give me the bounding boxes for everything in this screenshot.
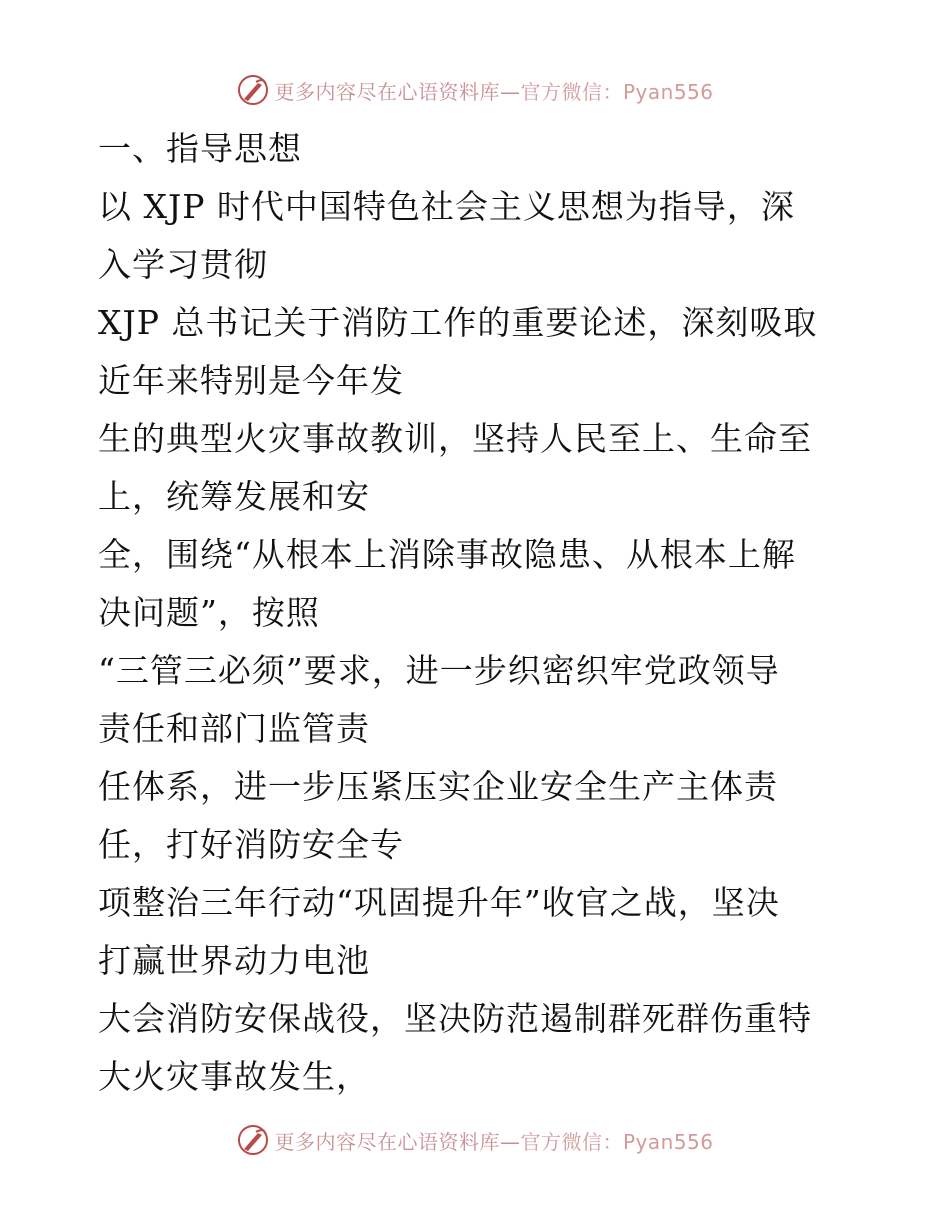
wechat-label: 官方微信： <box>520 1129 623 1154</box>
text-line: 任体系，进一步压紧压实企业安全生产主体责 <box>98 767 778 806</box>
text-line: 打赢世界动力电池 <box>98 941 370 980</box>
footer-banner <box>0 1120 950 1160</box>
text-line: 近年来特别是今年发 <box>98 361 404 400</box>
banner-main-text: 更多内容尽在心语资料库 <box>274 1129 500 1154</box>
text-line: 责任和部门监管责 <box>98 709 370 748</box>
banner-main-text: 更多内容尽在心语资料库 <box>274 79 500 104</box>
text-line: 任，打好消防安全专 <box>98 825 404 864</box>
text-line: 生的典型火灾事故教训，坚持人民至上、生命至 <box>98 419 812 458</box>
text-line: 大会消防安保战役，坚决防范遏制群死群伤重特 <box>98 999 812 1038</box>
banner-separator: — <box>499 79 521 104</box>
text-line: 一、指导思想 <box>98 129 302 168</box>
text-line: 上，统筹发展和安 <box>98 477 370 516</box>
text-line: 大火灾事故发生， <box>98 1057 370 1096</box>
pen-logo-icon <box>236 73 270 107</box>
text-line: 决问题”，按照 <box>98 593 320 632</box>
banner-separator: — <box>499 1129 521 1154</box>
text-line: 全，围绕“从根本上消除事故隐患、从根本上解 <box>98 535 796 574</box>
wechat-label: 官方微信： <box>520 79 623 104</box>
wechat-id: Pyan556 <box>622 79 714 104</box>
banner-text <box>274 76 713 105</box>
text-line: XJP 总书记关于消防工作的重要论述，深刻吸取 <box>98 303 818 342</box>
text-line: “三管三必须”要求，进一步织密织牢党政领导 <box>98 651 780 690</box>
banner-text <box>274 1126 713 1155</box>
text-line: 项整治三年行动“巩固提升年”收官之战，坚决 <box>98 883 780 922</box>
text-line: 以 XJP 时代中国特色社会主义思想为指导，深 <box>98 187 795 226</box>
wechat-id: Pyan556 <box>622 1129 714 1154</box>
pen-logo-icon <box>236 1123 270 1157</box>
text-line: 入学习贯彻 <box>98 245 268 284</box>
document-body <box>98 120 858 1106</box>
header-banner <box>0 70 950 110</box>
